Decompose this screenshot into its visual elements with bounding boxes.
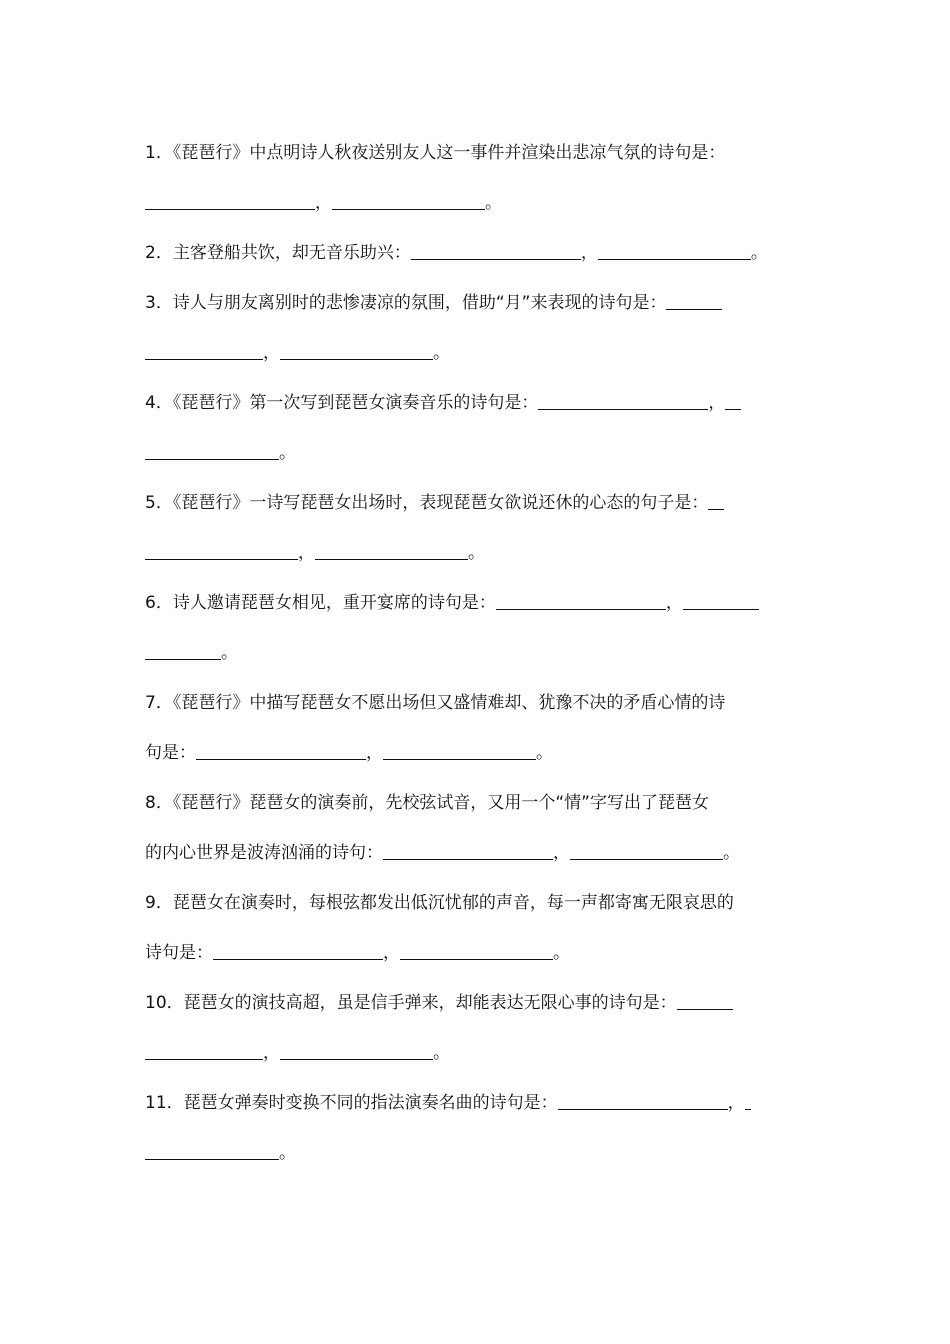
answer-line-10	[145, 1028, 810, 1078]
comma: ，	[366, 743, 383, 763]
comma: ，	[727, 1093, 745, 1113]
answer-blank[interactable]	[666, 290, 722, 310]
question-text: 《琵琶行》中点明诗人秋夜送别友人这一事件并渲染出悲凉气氛的诗句是：	[172, 143, 726, 163]
question-text: 《琵琶行》第一次写到琵琶女演奏音乐的诗句是：	[172, 393, 539, 413]
answer-blank[interactable]	[383, 740, 536, 760]
period: 。	[279, 1143, 296, 1163]
period: 。	[485, 193, 502, 213]
comma: ，	[580, 243, 598, 263]
question-number: 7．	[145, 693, 173, 713]
question-text-continued: 句是：	[145, 743, 196, 763]
question-text: 琵琶女在演奏时，每根弦都发出低沉忧郁的声音，每一声都寄寓无限哀思的	[172, 893, 734, 913]
question-9	[145, 878, 810, 928]
answer-blank[interactable]	[145, 1140, 279, 1160]
question-number: 5．	[145, 493, 173, 513]
question-text: 诗人与朋友离别时的悲惨凄凉的氛围，借助“月”来表现的诗句是：	[172, 293, 667, 313]
answer-blank[interactable]	[677, 990, 733, 1010]
question-text: 琵琶女的演技高超，虽是信手弹来，却能表达无限心事的诗句是：	[183, 993, 677, 1013]
answer-blank[interactable]	[496, 590, 666, 610]
period: 。	[468, 543, 485, 563]
question-list	[145, 128, 810, 1178]
answer-blank[interactable]	[558, 1090, 728, 1110]
answer-blank[interactable]	[708, 490, 724, 510]
answer-blank[interactable]	[196, 740, 366, 760]
answer-blank[interactable]	[570, 840, 723, 860]
question-text-continued: 的内心世界是波涛汹涌的诗句：	[145, 843, 383, 863]
comma: ，	[263, 1043, 280, 1063]
question-text: 《琵琶行》一诗写琵琶女出场时，表现琵琶女欲说还休的心态的句子是：	[172, 493, 709, 513]
question-number: 11．	[145, 1093, 184, 1113]
question-6	[145, 578, 810, 628]
comma: ，	[553, 843, 570, 863]
question-text: 《琵琶行》琵琶女的演奏前，先校弦试音，又用一个“情”字写出了琵琶女	[172, 793, 709, 813]
answer-blank[interactable]	[280, 340, 433, 360]
answer-blank[interactable]	[145, 190, 315, 210]
comma: ，	[298, 543, 315, 563]
answer-blank[interactable]	[145, 540, 298, 560]
question-11	[145, 1078, 810, 1128]
answer-blank[interactable]	[145, 640, 221, 660]
question-4	[145, 378, 810, 428]
question-number: 10．	[145, 993, 184, 1013]
answer-blank[interactable]	[383, 840, 553, 860]
answer-line-11	[145, 1128, 810, 1178]
answer-blank[interactable]	[538, 390, 708, 410]
period: 。	[279, 443, 296, 463]
comma: ，	[383, 943, 400, 963]
period: 。	[433, 343, 450, 363]
comma: ，	[263, 343, 280, 363]
period: 。	[536, 743, 553, 763]
period: 。	[750, 243, 768, 263]
answer-blank[interactable]	[725, 390, 741, 410]
answer-line-8	[145, 828, 810, 878]
question-text: 琵琶女弹奏时变换不同的指法演奏名曲的诗句是：	[183, 1093, 558, 1113]
comma: ，	[665, 593, 683, 613]
answer-blank[interactable]	[145, 1040, 263, 1060]
question-number: 9．	[145, 893, 173, 913]
answer-blank[interactable]	[411, 240, 581, 260]
comma: ，	[708, 393, 726, 413]
question-number: 4．	[145, 393, 173, 413]
question-number: 2．	[145, 243, 173, 263]
answer-line-9	[145, 928, 810, 978]
question-number: 3．	[145, 293, 173, 313]
answer-blank[interactable]	[213, 940, 383, 960]
answer-blank[interactable]	[683, 590, 759, 610]
question-10	[145, 978, 810, 1028]
question-8	[145, 778, 810, 828]
question-text-continued: 诗句是：	[145, 943, 213, 963]
question-number: 8．	[145, 793, 173, 813]
question-1	[145, 128, 810, 178]
question-2	[145, 228, 810, 278]
question-text: 《琵琶行》中描写琵琶女不愿出场但又盛情难却、犹豫不决的矛盾心情的诗	[172, 693, 726, 713]
question-3	[145, 278, 810, 328]
question-number: 1．	[145, 143, 173, 163]
answer-line-7	[145, 728, 810, 778]
question-7	[145, 678, 810, 728]
answer-blank[interactable]	[145, 340, 263, 360]
answer-blank[interactable]	[332, 190, 485, 210]
period: 。	[221, 643, 238, 663]
question-text: 主客登船共饮，却无音乐助兴：	[172, 243, 411, 263]
comma: ，	[315, 193, 332, 213]
period: 。	[553, 943, 570, 963]
answer-line-3	[145, 328, 810, 378]
answer-blank[interactable]	[400, 940, 553, 960]
period: 。	[433, 1043, 450, 1063]
answer-line-6	[145, 628, 810, 678]
answer-blank[interactable]	[280, 1040, 433, 1060]
answer-blank[interactable]	[315, 540, 468, 560]
answer-blank[interactable]	[145, 440, 279, 460]
answer-blank[interactable]	[598, 240, 751, 260]
question-5	[145, 478, 810, 528]
question-text: 诗人邀请琵琶女相见，重开宴席的诗句是：	[172, 593, 496, 613]
period: 。	[723, 843, 740, 863]
answer-line-4	[145, 428, 810, 478]
answer-line-5	[145, 528, 810, 578]
question-number: 6．	[145, 593, 173, 613]
answer-line-1	[145, 178, 810, 228]
answer-blank[interactable]	[745, 1090, 751, 1110]
